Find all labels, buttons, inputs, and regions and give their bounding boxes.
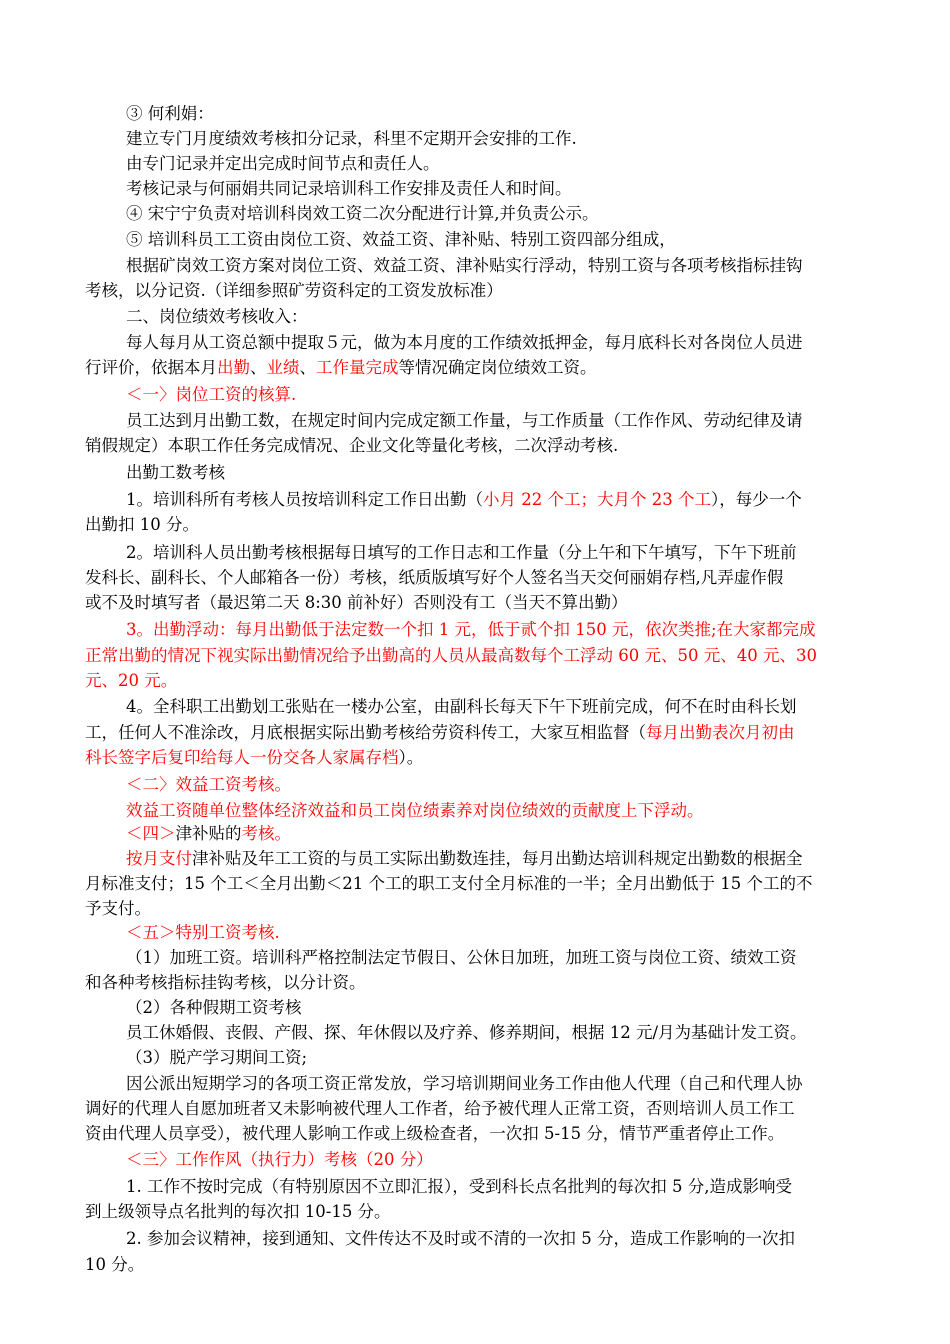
- text-line: [85, 513, 199, 537]
- text-line: [126, 946, 797, 970]
- text-segment: 员工休婚假、丧假、产假、探、年休假以及疗养、修养期间，根据 12 元/月为基础计发工资。: [126, 1023, 807, 1042]
- highlighted-text: 考核。: [241, 824, 291, 843]
- highlighted-text: 科长签字后复印给每人一份交各人家属存档: [85, 748, 399, 767]
- text-line: [126, 254, 803, 278]
- highlighted-text: ＜二〉效益工资考核。: [126, 775, 291, 794]
- text-line: [85, 1253, 144, 1277]
- highlighted-text: 工作量完成: [316, 358, 399, 377]
- text-line: [85, 356, 597, 380]
- text-line: [126, 695, 797, 719]
- highlighted-text: 3。出勤浮动：每月出勤低于法定数一个扣 1 元，低于贰个扣 150 元，依次类推;在大家都完成: [126, 620, 816, 639]
- text-line: [126, 996, 302, 1020]
- text-segment: 1。培训科所有考核人员按培训科定工作日出勤（: [126, 490, 483, 509]
- text-segment: 、: [250, 358, 267, 377]
- text-segment: 10 分。: [85, 1255, 145, 1274]
- text-line: [126, 383, 296, 407]
- text-line: [85, 669, 177, 693]
- text-line: [126, 618, 816, 642]
- text-line: [85, 279, 503, 303]
- text-line: [126, 541, 797, 565]
- text-line: [126, 127, 577, 151]
- text-segment: 等情况确定岗位绩效工资。: [398, 358, 597, 377]
- highlighted-text: ＜三〉工作作风（执行力）考核（20 分）: [126, 1150, 433, 1169]
- text-line: [85, 644, 817, 668]
- text-segment: （1）加班工资。培训科严格控制法定节假日、公休日加班，加班工资与岗位工资、绩效工资: [126, 948, 797, 967]
- text-line: [126, 461, 225, 485]
- text-segment: （2）各种假期工资考核: [126, 998, 302, 1017]
- text-segment: 津补贴的: [175, 824, 242, 843]
- text-segment: 津补贴及年工工资的与员工实际出勤数连挂，每月出勤达培训科规定出勤数的根据全: [192, 849, 803, 868]
- text-segment: 予支付。: [85, 899, 151, 918]
- text-line: [126, 1227, 795, 1251]
- text-line: [126, 331, 803, 355]
- text-segment: 根据矿岗效工资方案对岗位工资、效益工资、津补贴实行浮动，特别工资与各项考核指标挂钩: [126, 256, 803, 275]
- text-segment: 、: [299, 358, 316, 377]
- text-segment: 工，任何人不准涂改，月底根据实际出勤考核给劳资科传工，大家互相监督（: [85, 723, 646, 742]
- highlighted-text: 按月支付: [126, 849, 192, 868]
- text-segment: 销假规定）本职工作任务完成情况、企业文化等量化考核，二次浮动考核.: [85, 436, 619, 455]
- text-line: [126, 1021, 807, 1045]
- text-line: [126, 1072, 803, 1096]
- highlighted-text: ＜五＞特别工资考核.: [126, 923, 280, 942]
- text-segment: （3）脱产学习期间工资;: [126, 1048, 308, 1067]
- text-segment: 每人每月从工资总额中提取５元，做为本月度的工作绩效抵押金，每月底科长对各岗位人员进: [126, 333, 803, 352]
- text-line: [126, 1046, 307, 1070]
- text-line: [85, 872, 812, 896]
- text-line: [85, 566, 783, 590]
- text-segment: ⑤ 培训科员工工资由岗位工资、效益工资、津补贴、特别工资四部分组成，: [126, 230, 676, 249]
- text-line: [85, 746, 423, 770]
- text-segment: 出勤工数考核: [126, 463, 225, 482]
- text-segment: 到上级领导点名批判的每次扣 10-15 分。: [85, 1202, 391, 1221]
- text-segment: 出勤扣 10 分。: [85, 515, 199, 534]
- text-line: [126, 177, 572, 201]
- highlighted-text: 效益工资随单位整体经济效益和员工岗位绩素养对岗位绩效的贡献度上下浮动。: [126, 801, 704, 820]
- highlighted-text: 每月出勤表次月初由: [646, 723, 795, 742]
- text-line: [85, 434, 618, 458]
- text-line: [126, 228, 676, 252]
- text-segment: 资由代理人员享受），被代理人影响工作或上级检查者，一次扣 5-15 分，情节严重者停止工作。: [85, 1124, 785, 1143]
- text-line: [126, 409, 803, 433]
- text-segment: 建立专门月度绩效考核扣分记录，科里不定期开会安排的工作.: [126, 129, 577, 148]
- text-segment: ④ 宋宁宁负责对培训科岗效工资二次分配进行计算,并负责公示。: [126, 204, 599, 223]
- text-segment: 由专门记录并定出完成时间节点和责任人。: [126, 154, 440, 173]
- highlighted-text: ＜一〉岗位工资的核算.: [126, 385, 297, 404]
- text-segment: 4。全科职工出勤划工张贴在一楼办公室，由副科长每天下午下班前完成，何不在时由科长划: [126, 697, 797, 716]
- highlighted-text: 正常出勤的情况下视实际出勤情况给予出勤高的人员从最高数每个工浮动 60 元、50 元、40 元、30: [85, 646, 817, 665]
- text-segment: 月标准支付；15 个工＜全月出勤＜21 个工的职工支付全月标准的一半；全月出勤低于 15 个工的不: [85, 874, 813, 893]
- text-line: [85, 721, 795, 745]
- text-line: [126, 799, 704, 823]
- highlighted-text: 出勤: [217, 358, 250, 377]
- text-segment: 考核记录与何丽娟共同记录培训科工作安排及责任人和时间。: [126, 179, 572, 198]
- text-line: [126, 488, 802, 512]
- text-line: [85, 971, 366, 995]
- text-segment: 2。培训科人员出勤考核根据每日填写的工作日志和工作量（分上午和下午填写，下午下班前: [126, 543, 797, 562]
- text-segment: 2. 参加会议精神，接到通知、文件传达不及时或不清的一次扣 5 分，造成工作影响的一次扣: [126, 1229, 795, 1248]
- text-line: [85, 1200, 391, 1224]
- text-segment: 二、岗位绩效考核收入：: [126, 307, 308, 326]
- text-segment: 员工达到月出勤工数，在规定时间内完成定额工作量，与工作质量（工作作风、劳动纪律及请: [126, 411, 803, 430]
- text-line: [85, 1097, 795, 1121]
- text-line: [85, 1122, 784, 1146]
- text-line: [126, 1175, 792, 1199]
- text-segment: 1. 工作不按时完成（有特别原因不立即汇报），受到科长点名批判的每次扣 5 分,造成影响受: [126, 1177, 792, 1196]
- text-segment: 和各种考核指标挂钩考核，以分计资。: [85, 973, 366, 992]
- text-segment: ③ 何利娟：: [126, 104, 214, 123]
- text-segment: ）。: [398, 748, 424, 767]
- text-line: [85, 591, 628, 615]
- text-line: [126, 152, 440, 176]
- highlighted-text: 小月 22 个工；大月个 23 个工: [483, 490, 711, 509]
- text-segment: 行评价，依据本月: [85, 358, 217, 377]
- text-line: [126, 1148, 433, 1172]
- text-line: [85, 897, 151, 921]
- highlighted-text: 元、20 元。: [85, 671, 178, 690]
- text-line: [126, 921, 280, 945]
- text-line: [126, 847, 803, 871]
- text-segment: 发科长、副科长、个人邮箱各一份）考核，纸质版填写好个人签名当天交何丽娟存档,凡弄虚作假: [85, 568, 784, 587]
- text-segment: ），每少一个: [710, 490, 802, 509]
- text-line: [126, 202, 599, 226]
- text-line: [126, 305, 308, 329]
- text-segment: 调好的代理人自愿加班者又未影响被代理人工作者，给予被代理人正常工资，否则培训人员工作工: [85, 1099, 795, 1118]
- text-segment: 因公派出短期学习的各项工资正常发放，学习培训期间业务工作由他人代理（自己和代理人协: [126, 1074, 803, 1093]
- highlighted-text: ＜四＞: [126, 824, 176, 843]
- text-line: [126, 102, 214, 126]
- text-line: [126, 822, 291, 846]
- text-segment: 或不及时填写者（最迟第二天 8:30 前补好）否则没有工（当天不算出勤）: [85, 593, 628, 612]
- text-line: [126, 773, 291, 797]
- highlighted-text: 业绩: [266, 358, 300, 377]
- text-segment: 考核，以分记资.（详细参照矿劳资科定的工资发放标准）: [85, 281, 503, 300]
